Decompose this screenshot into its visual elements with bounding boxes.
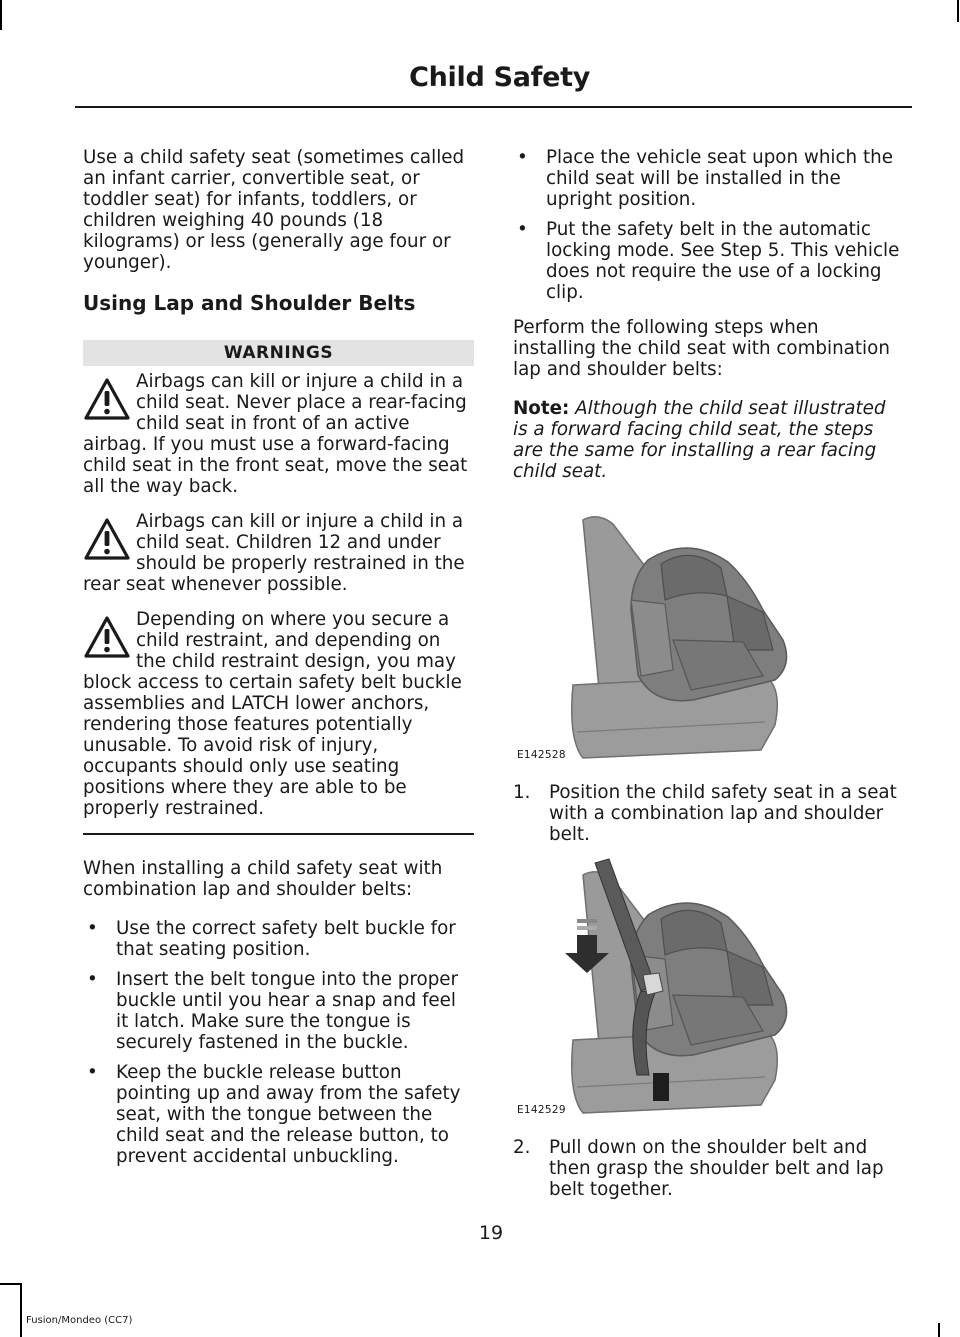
warning-text: Airbags can kill or injure a child in a child seat. Never place a rear-facing child seat in front of an active airbag. If you must use a forward-facing child seat in the front seat, move the seat all the way back. [83, 371, 468, 497]
figure-code: E142528 [517, 749, 566, 761]
list-item: 2. Pull down on the shoulder belt and then grasp the shoulder belt and lap belt together. [513, 1137, 884, 1200]
crop-mark-bottom-left-vertical [20, 1283, 22, 1337]
crop-mark-bottom-left [0, 1283, 22, 1285]
bullet-dot-icon: • [87, 1062, 98, 1083]
right-column [513, 147, 905, 1200]
warnings-header: WARNINGS [83, 340, 474, 366]
warning-triangle-icon [83, 375, 131, 423]
bullet-dot-icon: • [87, 918, 98, 939]
steps-intro-paragraph: Perform the following steps when installing the child seat with combination lap and shoulder belts: [513, 317, 890, 380]
crop-mark-top-right [957, 0, 959, 22]
figure-child-seat-shoulder-belt [513, 855, 905, 1125]
section-title: Child Safety [409, 62, 590, 93]
step-1 [513, 782, 905, 845]
list-item: • Put the safety belt in the automatic locking mode. See Step 5. This vehicle does not require the use of a locking clip. [517, 219, 900, 303]
header-rule [75, 106, 912, 108]
list-item: • Insert the belt tongue into the proper buckle until you hear a snap and feel it latch. Make sure the tongue is securely fastened in the buckle. [87, 969, 459, 1053]
list-item: • Use the correct safety belt buckle for that seating position. [87, 918, 456, 960]
note-text: Although the child seat illustrated is a forward facing child seat, the steps are the same for installing a rear facing child seat. [513, 398, 886, 482]
step-number: 2. [513, 1137, 531, 1158]
subheading-lap-shoulder-belts: Using Lap and Shoulder Belts [83, 291, 416, 315]
install-bullet-list [83, 918, 474, 1167]
bullet-dot-icon: • [517, 147, 528, 168]
note-label: Note: [513, 398, 570, 419]
warning-item [83, 371, 474, 497]
warning-text: Airbags can kill or injure a child in a child seat. Children 12 and under should be properly restrained in the rear seat whenever possible. [83, 511, 465, 595]
step-2 [513, 1137, 905, 1200]
warnings-end-rule [83, 833, 474, 835]
left-column [83, 147, 474, 1181]
list-item: 1. Position the child safety seat in a seat with a combination lap and shoulder belt. [513, 782, 897, 845]
warning-item [83, 609, 474, 819]
warning-text: Depending on where you secure a child restraint, and depending on the child restraint design, you may block access to certain safety belt buckle assemblies and LATCH lower anchors, rendering those features potentially unusable. To avoid risk of injury, occupants should only use seating positions where they are able to be properly restrained. [83, 609, 462, 819]
list-item: • Keep the buckle release button pointing up and away from the safety seat, with the tongue between the child seat and the release button, to prevent accidental unbuckling. [87, 1062, 461, 1167]
figure-child-seat-position [513, 500, 905, 770]
warning-item [83, 511, 474, 595]
install-intro-paragraph: When installing a child safety seat with combination lap and shoulder belts: [83, 858, 443, 900]
footer-model: Fusion/Mondeo (CC7) [26, 1315, 133, 1326]
warning-triangle-icon [83, 515, 131, 563]
child-seat-with-belt-illustration [513, 855, 905, 1125]
list-item: • Place the vehicle seat upon which the child seat will be installed in the upright position. [517, 147, 893, 210]
intro-paragraph: Use a child safety seat (sometimes called an infant carrier, convertible seat, or toddler seat) for infants, toddlers, or children weighing 40 pounds (18 kilograms) or less (generally age four or younger). [83, 147, 465, 273]
bullet-dot-icon: • [87, 969, 98, 990]
crop-mark-top-left [0, 0, 2, 30]
crop-mark-bottom-right [938, 1323, 940, 1337]
warnings-box [83, 340, 474, 835]
warning-triangle-icon [83, 613, 131, 661]
preparation-bullet-list [513, 147, 905, 303]
note-paragraph [513, 398, 905, 482]
bullet-dot-icon: • [517, 219, 528, 240]
step-number: 1. [513, 782, 531, 803]
child-seat-illustration [513, 500, 905, 770]
page-number: 19 [478, 1222, 504, 1244]
figure-code: E142529 [517, 1104, 566, 1116]
